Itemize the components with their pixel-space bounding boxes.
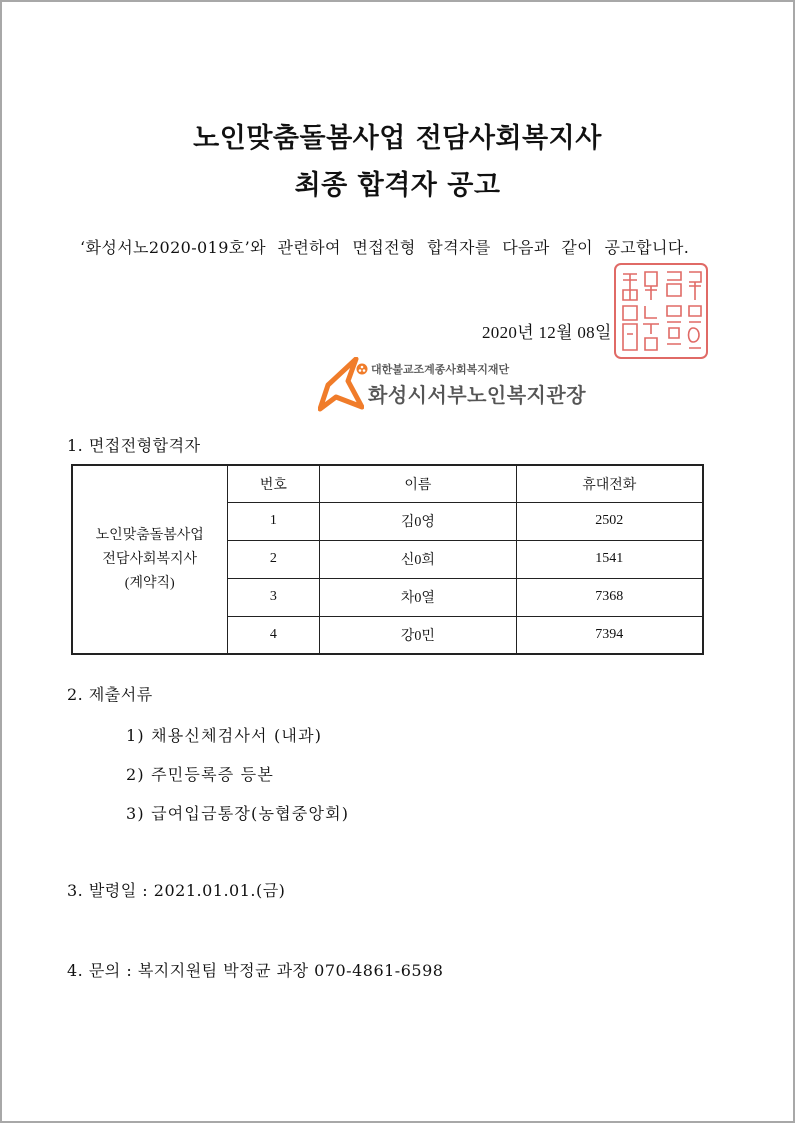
- position-line: (계약직): [124, 575, 175, 591]
- column-header-number: 번호: [227, 465, 320, 502]
- intro-paragraph: ‘화성서노2020-019호’와 관련하여 면접전형 합격자를 다음과 같이 공고합니다.: [80, 238, 690, 257]
- document-item: 3) 급여입금통장(농협중앙회): [126, 804, 350, 823]
- row-number: 3: [227, 578, 320, 616]
- document-title: 노인맞춤돌봄사업 전담사회복지사: [193, 123, 602, 154]
- row-number: 2: [227, 540, 320, 578]
- row-phone: 1541: [516, 540, 703, 578]
- row-phone: 2502: [516, 502, 703, 540]
- row-name: 강0민: [320, 616, 516, 654]
- section-1-heading: 1. 면접전형합격자: [67, 436, 201, 455]
- column-header-phone: 휴대전화: [516, 465, 703, 502]
- announcement-date: 2020년 12월 08일: [482, 323, 612, 342]
- organization-logo: [318, 355, 598, 415]
- appointment-date: 3. 발령일 : 2021.01.01.(금): [67, 881, 286, 900]
- section-2-heading: 2. 제출서류: [67, 685, 153, 704]
- row-phone: 7368: [516, 578, 703, 616]
- passer-table: [71, 464, 704, 655]
- inquiry-contact: 4. 문의 : 복지지원팀 박정균 과장 070-4861-6598: [67, 961, 444, 980]
- row-name: 김0영: [320, 502, 516, 540]
- document-item: 1) 채용신체검사서 (내과): [126, 726, 323, 745]
- position-line: 전담사회복지사: [102, 551, 198, 567]
- row-number: 1: [227, 502, 320, 540]
- document-item: 2) 주민등록증 등본: [126, 765, 274, 784]
- table-header-row: [72, 465, 703, 502]
- row-name: 신0희: [320, 540, 516, 578]
- row-number: 4: [227, 616, 320, 654]
- position-cell: [72, 465, 227, 654]
- row-name: 차0열: [320, 578, 516, 616]
- column-header-name: 이름: [320, 465, 516, 502]
- foundation-emblem-icon: [356, 363, 368, 375]
- foundation-name: 대한불교조계종사회복지재단: [371, 363, 510, 376]
- welfare-center-name: 화성시서부노인복지관장: [368, 383, 587, 407]
- row-phone: 7394: [516, 616, 703, 654]
- official-seal-icon: [613, 262, 709, 360]
- document-subtitle: 최종 합격자 공고: [294, 170, 501, 201]
- position-line: 노인맞춤돌봄사업: [95, 527, 204, 543]
